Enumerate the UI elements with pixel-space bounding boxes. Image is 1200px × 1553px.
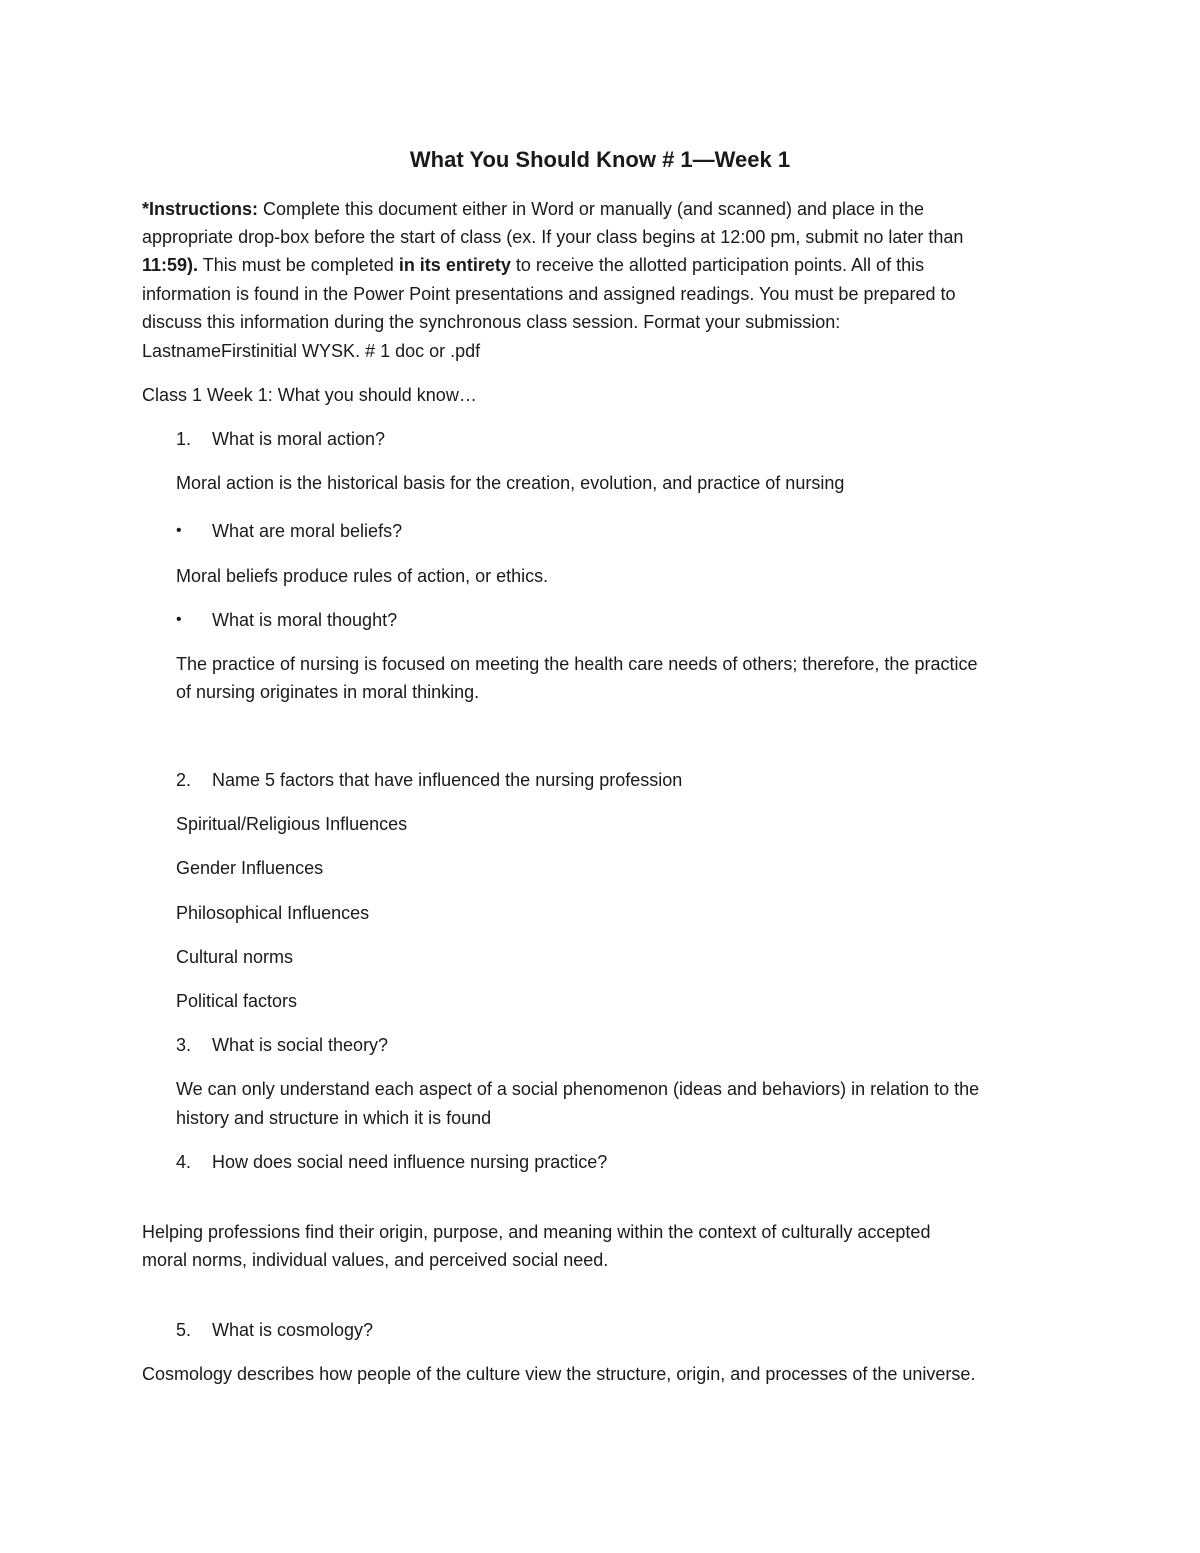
instructions-line-3 bbox=[142, 251, 924, 279]
instructions-text-3a: This must be completed bbox=[198, 255, 399, 275]
instructions-text-3b: to receive the allotted participation points. All of this bbox=[510, 255, 925, 275]
answer-2-item: Philosophical Influences bbox=[176, 903, 370, 923]
instructions-line-6: LastnameFirstinitial WYSK. # 1 doc or .pdf bbox=[142, 341, 481, 361]
instructions-line-1 bbox=[142, 195, 924, 223]
question-3-number: 3. bbox=[176, 1035, 192, 1055]
answer-2-item: Cultural norms bbox=[176, 947, 294, 967]
instructions-deadline: 11:59). bbox=[142, 255, 199, 275]
question-4-text: How does social need influence nursing practice? bbox=[212, 1152, 608, 1172]
answer-3-line-2: history and structure in which it is found bbox=[176, 1108, 492, 1128]
instructions-line-5: discuss this information during the synchronous class session. Format your submission: bbox=[142, 312, 841, 332]
question-2-text: Name 5 factors that have influenced the nursing profession bbox=[212, 770, 683, 790]
instructions-line-4: information is found in the Power Point presentations and assigned readings. You must be prepared to bbox=[142, 284, 956, 304]
question-3-text: What is social theory? bbox=[212, 1035, 389, 1055]
bullet-1-question: What are moral beliefs? bbox=[212, 521, 403, 541]
instructions-line-2: appropriate drop-box before the start of class (ex. If your class begins at 12:00 pm, submit no later than bbox=[142, 227, 964, 247]
page-title: What You Should Know # 1—Week 1 bbox=[409, 147, 791, 172]
bullet-1-marker: • bbox=[176, 522, 182, 539]
answer-4-line-1: Helping professions find their origin, purpose, and meaning within the context of culturally accepted bbox=[142, 1222, 931, 1242]
question-1-number: 1. bbox=[176, 429, 192, 449]
subheading: Class 1 Week 1: What you should know… bbox=[142, 385, 477, 405]
answer-5: Cosmology describes how people of the culture view the structure, origin, and processes of the universe. bbox=[142, 1364, 976, 1384]
question-2-number: 2. bbox=[176, 770, 192, 790]
instructions-label: *Instructions: bbox=[142, 199, 259, 219]
question-1-text: What is moral action? bbox=[212, 429, 386, 449]
bullet-2-answer-line-2: of nursing originates in moral thinking. bbox=[176, 682, 480, 702]
answer-1: Moral action is the historical basis for the creation, evolution, and practice of nursing bbox=[176, 473, 845, 493]
bullet-2-question: What is moral thought? bbox=[212, 610, 398, 630]
question-4-number: 4. bbox=[176, 1152, 192, 1172]
bullet-2-marker: • bbox=[176, 611, 182, 628]
question-5-number: 5. bbox=[176, 1320, 192, 1340]
instructions-emphasis: in its entirety bbox=[398, 255, 511, 275]
instructions-text-1: Complete this document either in Word or manually (and scanned) and place in the bbox=[258, 199, 925, 219]
answer-3-line-1: We can only understand each aspect of a social phenomenon (ideas and behaviors) in relation to the bbox=[176, 1079, 980, 1099]
question-5-text: What is cosmology? bbox=[212, 1320, 374, 1340]
bullet-2-answer-line-1: The practice of nursing is focused on meeting the health care needs of others; therefore, the practice bbox=[176, 654, 978, 674]
answer-2-item: Gender Influences bbox=[176, 858, 324, 878]
answer-2-item: Political factors bbox=[176, 991, 298, 1011]
answer-2-item: Spiritual/Religious Influences bbox=[176, 814, 408, 834]
answer-4-line-2: moral norms, individual values, and perceived social need. bbox=[142, 1250, 609, 1270]
bullet-1-answer: Moral beliefs produce rules of action, or ethics. bbox=[176, 566, 549, 586]
